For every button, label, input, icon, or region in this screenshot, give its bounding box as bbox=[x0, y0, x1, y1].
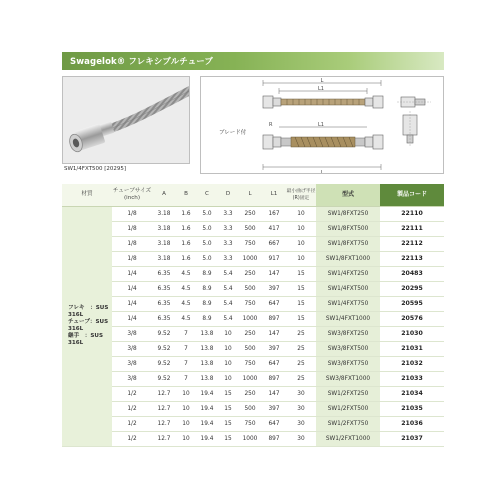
cell-l: 750 bbox=[238, 416, 262, 431]
cell-tube-size: 1/4 bbox=[112, 266, 152, 281]
header-l: L bbox=[238, 184, 262, 206]
material-line: チューブ：SUS 316L bbox=[68, 319, 109, 332]
cell-model: SW1/2FXT250 bbox=[316, 386, 380, 401]
cell-bend-radius: 30 bbox=[286, 416, 316, 431]
cell-l: 1000 bbox=[238, 371, 262, 386]
cell-d: 15 bbox=[218, 386, 238, 401]
table-row bbox=[62, 371, 444, 386]
cell-c: 8.9 bbox=[196, 296, 218, 311]
cell-product-code: 21032 bbox=[380, 356, 444, 371]
cell-l1: 397 bbox=[262, 341, 286, 356]
cell-tube-size: 1/8 bbox=[112, 221, 152, 236]
dimension-diagram bbox=[201, 77, 444, 174]
cell-bend-radius: 25 bbox=[286, 326, 316, 341]
table-row bbox=[62, 356, 444, 371]
cell-d: 10 bbox=[218, 356, 238, 371]
cell-model: SW1/8FXT500 bbox=[316, 221, 380, 236]
cell-a: 12.7 bbox=[152, 416, 176, 431]
cell-a: 6.35 bbox=[152, 266, 176, 281]
cell-d: 5.4 bbox=[218, 296, 238, 311]
cell-c: 5.0 bbox=[196, 251, 218, 266]
cell-product-code: 20595 bbox=[380, 296, 444, 311]
cell-b: 10 bbox=[176, 386, 196, 401]
cell-d: 10 bbox=[218, 326, 238, 341]
table-row bbox=[62, 341, 444, 356]
cell-b: 7 bbox=[176, 356, 196, 371]
cell-b: 10 bbox=[176, 431, 196, 446]
cell-bend-radius: 15 bbox=[286, 281, 316, 296]
cell-b: 7 bbox=[176, 326, 196, 341]
cell-d: 3.3 bbox=[218, 221, 238, 236]
cell-c: 19.4 bbox=[196, 401, 218, 416]
cell-l: 250 bbox=[238, 326, 262, 341]
cell-model: SW1/2FXT750 bbox=[316, 416, 380, 431]
cell-product-code: 21035 bbox=[380, 401, 444, 416]
cell-model: SW1/4FXT250 bbox=[316, 266, 380, 281]
page-title: Swagelok® フレキシブルチューブ bbox=[70, 57, 213, 67]
cell-a: 9.52 bbox=[152, 341, 176, 356]
header-material: 材質 bbox=[62, 184, 112, 206]
cell-l: 250 bbox=[238, 386, 262, 401]
cell-c: 5.0 bbox=[196, 236, 218, 251]
cell-bend-radius: 10 bbox=[286, 206, 316, 221]
dimension-l-top: L bbox=[320, 78, 324, 84]
cell-d: 3.3 bbox=[218, 236, 238, 251]
cell-tube-size: 1/8 bbox=[112, 251, 152, 266]
cell-c: 13.8 bbox=[196, 356, 218, 371]
cell-l1: 897 bbox=[262, 311, 286, 326]
cell-bend-radius: 10 bbox=[286, 251, 316, 266]
cell-model: SW1/8FXT250 bbox=[316, 206, 380, 221]
cell-d: 15 bbox=[218, 431, 238, 446]
cell-c: 19.4 bbox=[196, 431, 218, 446]
cell-l1: 647 bbox=[262, 416, 286, 431]
cell-product-code: 21036 bbox=[380, 416, 444, 431]
cell-l: 250 bbox=[238, 266, 262, 281]
cell-bend-radius: 30 bbox=[286, 431, 316, 446]
cell-b: 10 bbox=[176, 416, 196, 431]
cell-l1: 147 bbox=[262, 386, 286, 401]
table-row bbox=[62, 251, 444, 266]
cell-d: 10 bbox=[218, 341, 238, 356]
cell-l: 500 bbox=[238, 401, 262, 416]
table-row bbox=[62, 206, 444, 221]
table-row bbox=[62, 386, 444, 401]
fitting-detail-top bbox=[397, 97, 431, 107]
header-tube-size: チューブサイズ (inch) bbox=[112, 184, 152, 206]
cell-c: 8.9 bbox=[196, 311, 218, 326]
cell-product-code: 21034 bbox=[380, 386, 444, 401]
tube-bottom bbox=[263, 135, 383, 149]
cell-a: 12.7 bbox=[152, 431, 176, 446]
cell-d: 10 bbox=[218, 371, 238, 386]
cell-l: 500 bbox=[238, 341, 262, 356]
cell-bend-radius: 25 bbox=[286, 356, 316, 371]
table-row bbox=[62, 326, 444, 341]
cell-product-code: 22113 bbox=[380, 251, 444, 266]
cell-model: SW3/8FXT250 bbox=[316, 326, 380, 341]
dimension-l1-bottom: L1 bbox=[318, 122, 324, 128]
cell-b: 1.6 bbox=[176, 251, 196, 266]
cell-d: 5.4 bbox=[218, 311, 238, 326]
dimension-r: R bbox=[269, 122, 273, 128]
cell-c: 19.4 bbox=[196, 416, 218, 431]
table-body bbox=[62, 206, 444, 446]
cell-l: 750 bbox=[238, 296, 262, 311]
cell-l: 750 bbox=[238, 356, 262, 371]
cell-c: 19.4 bbox=[196, 386, 218, 401]
cell-tube-size: 3/8 bbox=[112, 356, 152, 371]
cell-b: 1.6 bbox=[176, 206, 196, 221]
cell-model: SW1/2FXT1000 bbox=[316, 431, 380, 446]
cell-l1: 397 bbox=[262, 281, 286, 296]
material-cell bbox=[62, 206, 112, 446]
spec-table-wrapper bbox=[62, 184, 444, 447]
cell-bend-radius: 25 bbox=[286, 371, 316, 386]
cell-model: SW1/4FXT500 bbox=[316, 281, 380, 296]
cell-l1: 147 bbox=[262, 326, 286, 341]
cell-b: 1.6 bbox=[176, 236, 196, 251]
cell-a: 6.35 bbox=[152, 311, 176, 326]
cell-model: SW1/4FXT750 bbox=[316, 296, 380, 311]
header-product-code: 製品コード bbox=[380, 184, 444, 206]
header-min-bend-radius: 最小曲げ半径(R)固定 bbox=[286, 184, 316, 206]
cell-d: 3.3 bbox=[218, 251, 238, 266]
product-photo bbox=[62, 76, 190, 164]
fitting-detail-bottom bbox=[403, 111, 417, 147]
cell-product-code: 22110 bbox=[380, 206, 444, 221]
cell-c: 13.8 bbox=[196, 341, 218, 356]
cell-l1: 417 bbox=[262, 221, 286, 236]
cell-c: 5.0 bbox=[196, 221, 218, 236]
cell-a: 6.35 bbox=[152, 296, 176, 311]
cell-tube-size: 1/4 bbox=[112, 281, 152, 296]
braided-label: ブレード付 bbox=[219, 130, 247, 136]
cell-a: 3.18 bbox=[152, 221, 176, 236]
cell-a: 9.52 bbox=[152, 371, 176, 386]
cell-a: 3.18 bbox=[152, 251, 176, 266]
cell-tube-size: 1/2 bbox=[112, 416, 152, 431]
cell-l: 1000 bbox=[238, 251, 262, 266]
cell-l1: 167 bbox=[262, 206, 286, 221]
header-c: C bbox=[196, 184, 218, 206]
cell-b: 4.5 bbox=[176, 296, 196, 311]
cell-c: 8.9 bbox=[196, 281, 218, 296]
cell-product-code: 20295 bbox=[380, 281, 444, 296]
table-row bbox=[62, 416, 444, 431]
cell-b: 10 bbox=[176, 401, 196, 416]
cell-model: SW1/4FXT1000 bbox=[316, 311, 380, 326]
cell-tube-size: 1/8 bbox=[112, 236, 152, 251]
cell-c: 5.0 bbox=[196, 206, 218, 221]
cell-d: 3.3 bbox=[218, 206, 238, 221]
table-row bbox=[62, 281, 444, 296]
cell-c: 13.8 bbox=[196, 371, 218, 386]
cell-product-code: 20483 bbox=[380, 266, 444, 281]
cell-d: 15 bbox=[218, 401, 238, 416]
cell-l1: 667 bbox=[262, 236, 286, 251]
cell-l: 500 bbox=[238, 281, 262, 296]
cell-b: 4.5 bbox=[176, 266, 196, 281]
cell-a: 9.52 bbox=[152, 326, 176, 341]
header-d: D bbox=[218, 184, 238, 206]
table-row bbox=[62, 296, 444, 311]
cell-l1: 917 bbox=[262, 251, 286, 266]
cell-c: 8.9 bbox=[196, 266, 218, 281]
cell-model: SW1/8FXT1000 bbox=[316, 251, 380, 266]
cell-l: 750 bbox=[238, 236, 262, 251]
cell-a: 3.18 bbox=[152, 236, 176, 251]
photo-caption: SW1/4FXT500 [20295] bbox=[64, 166, 127, 172]
cell-l: 250 bbox=[238, 206, 262, 221]
cell-d: 5.4 bbox=[218, 266, 238, 281]
cell-b: 4.5 bbox=[176, 281, 196, 296]
cell-model: SW3/8FXT500 bbox=[316, 341, 380, 356]
material-line: 継手 ：SUS 316L bbox=[68, 333, 103, 346]
cell-bend-radius: 10 bbox=[286, 236, 316, 251]
cell-product-code: 21033 bbox=[380, 371, 444, 386]
cell-bend-radius: 15 bbox=[286, 266, 316, 281]
cell-l: 1000 bbox=[238, 431, 262, 446]
cell-d: 5.4 bbox=[218, 281, 238, 296]
cell-bend-radius: 15 bbox=[286, 311, 316, 326]
table-row bbox=[62, 221, 444, 236]
material-line: フレキ ：SUS 316L bbox=[68, 305, 109, 318]
cell-d: 15 bbox=[218, 416, 238, 431]
cell-l1: 897 bbox=[262, 431, 286, 446]
table-row bbox=[62, 236, 444, 251]
cell-tube-size: 1/2 bbox=[112, 431, 152, 446]
cell-bend-radius: 15 bbox=[286, 296, 316, 311]
cell-b: 7 bbox=[176, 341, 196, 356]
header-b: B bbox=[176, 184, 196, 206]
cell-l1: 647 bbox=[262, 296, 286, 311]
cell-bend-radius: 10 bbox=[286, 221, 316, 236]
table-row bbox=[62, 266, 444, 281]
cell-tube-size: 1/2 bbox=[112, 386, 152, 401]
cell-model: SW1/8FXT750 bbox=[316, 236, 380, 251]
cell-a: 9.52 bbox=[152, 356, 176, 371]
cell-product-code: 22111 bbox=[380, 221, 444, 236]
cell-l: 1000 bbox=[238, 311, 262, 326]
dimension-drawing bbox=[200, 76, 444, 174]
cell-bend-radius: 25 bbox=[286, 341, 316, 356]
cell-bend-radius: 30 bbox=[286, 401, 316, 416]
cell-model: SW3/8FXT750 bbox=[316, 356, 380, 371]
title-banner bbox=[62, 52, 444, 70]
cell-c: 13.8 bbox=[196, 326, 218, 341]
cell-model: SW1/2FXT500 bbox=[316, 401, 380, 416]
cell-tube-size: 3/8 bbox=[112, 326, 152, 341]
cell-l1: 647 bbox=[262, 356, 286, 371]
cell-l1: 897 bbox=[262, 371, 286, 386]
table-row bbox=[62, 431, 444, 446]
cell-tube-size: 1/2 bbox=[112, 401, 152, 416]
cell-tube-size: 3/8 bbox=[112, 341, 152, 356]
cell-model: SW3/8FXT1000 bbox=[316, 371, 380, 386]
cell-bend-radius: 30 bbox=[286, 386, 316, 401]
cell-b: 7 bbox=[176, 371, 196, 386]
cell-tube-size: 1/4 bbox=[112, 311, 152, 326]
header-a: A bbox=[152, 184, 176, 206]
cell-b: 4.5 bbox=[176, 311, 196, 326]
cell-tube-size: 1/8 bbox=[112, 206, 152, 221]
cell-product-code: 22112 bbox=[380, 236, 444, 251]
table-row bbox=[62, 311, 444, 326]
cell-a: 6.35 bbox=[152, 281, 176, 296]
dimension-l1-top: L1 bbox=[318, 86, 324, 92]
cell-tube-size: 3/8 bbox=[112, 371, 152, 386]
flexible-tube-photo-illustration bbox=[63, 77, 190, 164]
cell-b: 1.6 bbox=[176, 221, 196, 236]
table-header-row bbox=[62, 184, 444, 206]
cell-tube-size: 1/4 bbox=[112, 296, 152, 311]
header-model: 型式 bbox=[316, 184, 380, 206]
cell-product-code: 21030 bbox=[380, 326, 444, 341]
cell-a: 12.7 bbox=[152, 386, 176, 401]
table-row bbox=[62, 401, 444, 416]
dimension-l-bottom: L bbox=[320, 170, 324, 174]
header-l1: L1 bbox=[262, 184, 286, 206]
cell-product-code: 21031 bbox=[380, 341, 444, 356]
cell-l: 500 bbox=[238, 221, 262, 236]
cell-a: 12.7 bbox=[152, 401, 176, 416]
cell-l1: 397 bbox=[262, 401, 286, 416]
tube-top bbox=[263, 96, 383, 108]
cell-product-code: 20576 bbox=[380, 311, 444, 326]
cell-a: 3.18 bbox=[152, 206, 176, 221]
cell-product-code: 21037 bbox=[380, 431, 444, 446]
spec-table bbox=[62, 184, 444, 447]
cell-l1: 147 bbox=[262, 266, 286, 281]
